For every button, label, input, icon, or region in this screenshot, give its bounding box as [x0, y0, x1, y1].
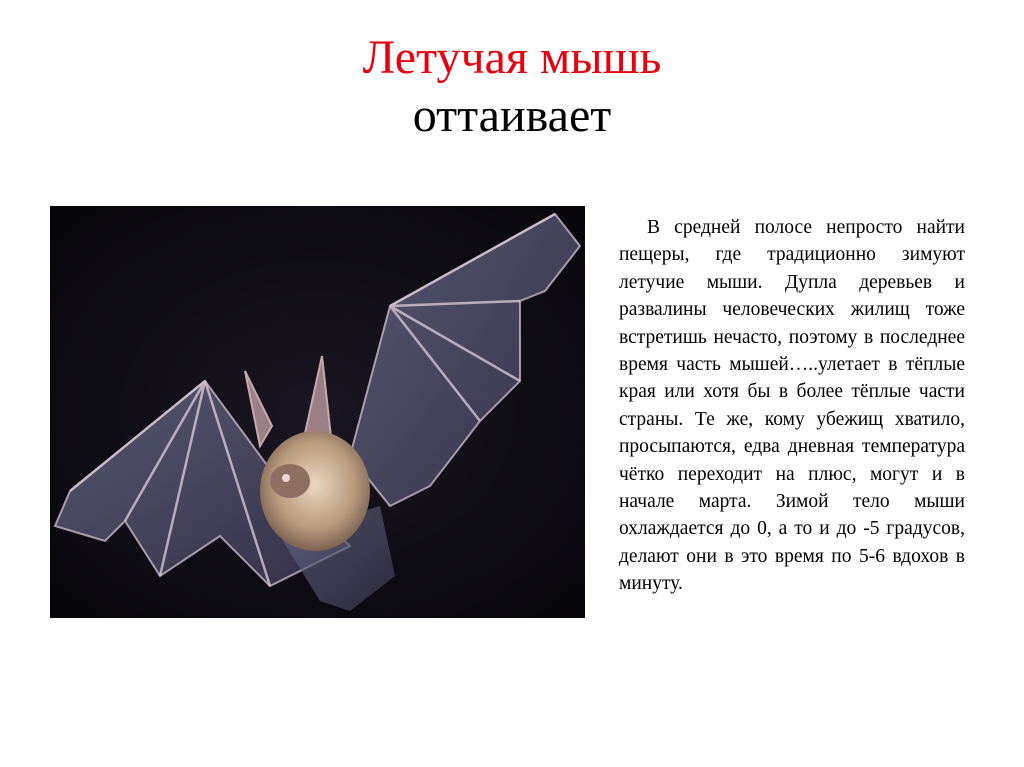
slide-body-text: В средней полосе непросто найти пещеры, где традиционно зимуют летучие мыши. Дупла деревьев и развалины человеческих жилищ тоже встретишь нечасто, поэтому в последнее время часть мышей…..улетает в тёплые края или хотя бы в более тёплые части страны. Те же, кому убежищ хватило, просыпаются, едва дневная температура чётко переходит на плюс, могут и в начале марта. Зимой тело мыши охлаждается до 0, а то и до -5 градусов, делают они в это время по 5-6 вдохов в минуту. [619, 217, 965, 595]
bat-icon [50, 206, 585, 618]
slide-title [0, 30, 1024, 144]
bat-photo [50, 206, 585, 618]
title-line-1: Летучая мышь [362, 31, 662, 84]
title-line-2: оттаивает [412, 89, 612, 142]
